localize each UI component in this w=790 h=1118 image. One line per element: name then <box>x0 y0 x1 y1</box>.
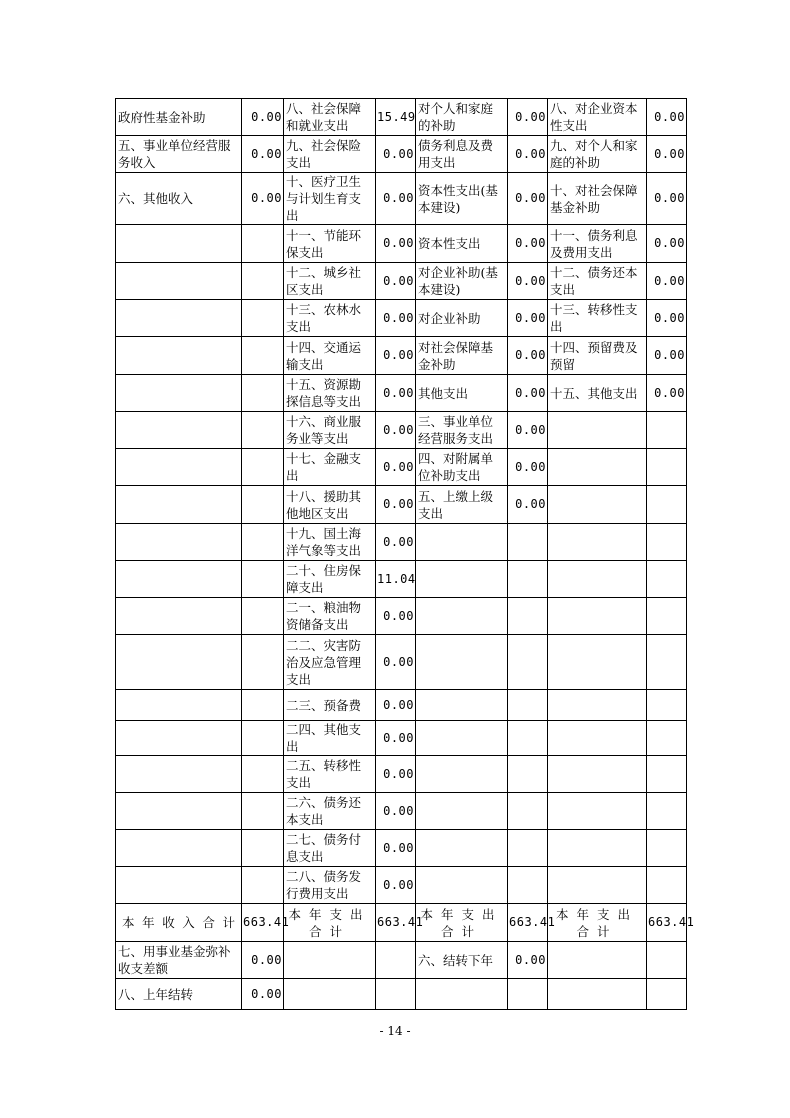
empty-cell <box>508 979 548 1010</box>
empty-cell <box>416 756 508 793</box>
empty-cell <box>416 690 508 721</box>
amount-cell: 0.00 <box>376 375 416 412</box>
budget-table <box>115 98 695 1010</box>
empty-cell <box>116 756 242 793</box>
amount-cell: 0.00 <box>647 300 687 337</box>
empty-cell <box>116 375 242 412</box>
empty-cell <box>416 830 508 867</box>
empty-cell <box>116 225 242 263</box>
empty-cell <box>416 793 508 830</box>
item-label-cell: 资本性支出 <box>416 225 508 263</box>
item-label-cell: 十二、城乡社区支出 <box>284 263 376 300</box>
table-row <box>116 337 687 375</box>
amount-cell: 0.00 <box>376 690 416 721</box>
item-label-cell: 十五、其他支出 <box>548 375 647 412</box>
amount-cell: 0.00 <box>376 867 416 904</box>
amount-cell: 0.00 <box>647 136 687 173</box>
table-row <box>116 375 687 412</box>
empty-cell <box>116 524 242 561</box>
amount-cell: 0.00 <box>508 173 548 225</box>
empty-cell <box>242 690 284 721</box>
amount-cell: 0.00 <box>647 337 687 375</box>
table-row <box>116 225 687 263</box>
amount-cell: 0.00 <box>376 263 416 300</box>
empty-cell <box>647 721 687 756</box>
item-label-cell: 四、对附属单位补助支出 <box>416 449 508 486</box>
amount-cell: 0.00 <box>242 942 284 979</box>
total-label-cell: 本年支出合计 <box>548 904 647 942</box>
empty-cell <box>548 561 647 598</box>
item-label-cell: 九、对个人和家庭的补助 <box>548 136 647 173</box>
empty-cell <box>548 830 647 867</box>
item-label-cell: 八、上年结转 <box>116 979 242 1010</box>
empty-cell <box>647 979 687 1010</box>
empty-cell <box>416 561 508 598</box>
amount-cell: 0.00 <box>508 486 548 524</box>
amount-cell: 0.00 <box>508 300 548 337</box>
amount-cell: 15.49 <box>376 99 416 136</box>
amount-cell: 0.00 <box>647 99 687 136</box>
item-label-cell: 十三、农林水支出 <box>284 300 376 337</box>
empty-cell <box>242 830 284 867</box>
item-label-cell: 十六、商业服务业等支出 <box>284 412 376 449</box>
empty-cell <box>508 598 548 635</box>
total-label-cell: 本年支出合计 <box>416 904 508 942</box>
empty-cell <box>242 524 284 561</box>
empty-cell <box>116 449 242 486</box>
item-label-cell: 二二、灾害防治及应急管理支出 <box>284 635 376 690</box>
table-row <box>116 99 687 136</box>
amount-cell: 0.00 <box>508 942 548 979</box>
item-label-cell: 对社会保障基金补助 <box>416 337 508 375</box>
amount-cell: 0.00 <box>376 598 416 635</box>
table-row <box>116 942 687 979</box>
amount-cell: 0.00 <box>376 300 416 337</box>
empty-cell <box>116 300 242 337</box>
empty-cell <box>508 524 548 561</box>
empty-cell <box>548 690 647 721</box>
item-label-cell: 九、社会保险支出 <box>284 136 376 173</box>
table-row <box>116 486 687 524</box>
amount-cell: 0.00 <box>647 173 687 225</box>
empty-cell <box>242 486 284 524</box>
empty-cell <box>548 486 647 524</box>
empty-cell <box>647 690 687 721</box>
amount-cell: 0.00 <box>376 136 416 173</box>
amount-cell: 0.00 <box>376 524 416 561</box>
empty-cell <box>548 793 647 830</box>
table-row <box>116 793 687 830</box>
empty-cell <box>548 524 647 561</box>
empty-cell <box>647 867 687 904</box>
item-label-cell: 二七、债务付息支出 <box>284 830 376 867</box>
table-row <box>116 721 687 756</box>
item-label-cell: 十、医疗卫生与计划生育支出 <box>284 173 376 225</box>
table-row <box>116 979 687 1010</box>
empty-cell <box>508 867 548 904</box>
amount-cell: 0.00 <box>376 412 416 449</box>
amount-cell: 0.00 <box>508 337 548 375</box>
table-row <box>116 830 687 867</box>
item-label-cell: 十二、债务还本支出 <box>548 263 647 300</box>
table-row <box>116 136 687 173</box>
item-label-cell: 七、用事业基金弥补收支差额 <box>116 942 242 979</box>
amount-cell: 0.00 <box>376 449 416 486</box>
empty-cell <box>416 867 508 904</box>
amount-cell: 0.00 <box>508 412 548 449</box>
table-row <box>116 598 687 635</box>
empty-cell <box>416 598 508 635</box>
amount-cell: 0.00 <box>376 486 416 524</box>
item-label-cell: 二八、债务发行费用支出 <box>284 867 376 904</box>
empty-cell <box>242 721 284 756</box>
empty-cell <box>242 412 284 449</box>
empty-cell <box>647 793 687 830</box>
empty-cell <box>242 337 284 375</box>
empty-cell <box>376 979 416 1010</box>
empty-cell <box>508 561 548 598</box>
table-row <box>116 300 687 337</box>
table-row <box>116 263 687 300</box>
empty-cell <box>647 486 687 524</box>
item-label-cell: 十三、转移性支出 <box>548 300 647 337</box>
empty-cell <box>242 561 284 598</box>
item-label-cell: 五、事业单位经营服务收入 <box>116 136 242 173</box>
item-label-cell: 二五、转移性支出 <box>284 756 376 793</box>
amount-cell: 0.00 <box>376 635 416 690</box>
amount-cell: 0.00 <box>508 449 548 486</box>
amount-cell: 0.00 <box>242 99 284 136</box>
empty-cell <box>508 756 548 793</box>
empty-cell <box>548 942 647 979</box>
empty-cell <box>116 690 242 721</box>
amount-cell: 0.00 <box>508 375 548 412</box>
empty-cell <box>284 942 376 979</box>
item-label-cell: 二一、粮油物资储备支出 <box>284 598 376 635</box>
item-label-cell: 十四、预留费及预留 <box>548 337 647 375</box>
amount-cell: 0.00 <box>376 225 416 263</box>
empty-cell <box>116 561 242 598</box>
empty-cell <box>508 635 548 690</box>
item-label-cell: 十八、援助其他地区支出 <box>284 486 376 524</box>
table-row <box>116 412 687 449</box>
empty-cell <box>508 721 548 756</box>
amount-cell: 663.41 <box>242 904 284 942</box>
page-number: - 14 - <box>379 1024 411 1038</box>
table-row <box>116 173 687 225</box>
amount-cell: 0.00 <box>376 756 416 793</box>
amount-cell: 663.41 <box>376 904 416 942</box>
empty-cell <box>116 598 242 635</box>
total-label-cell: 本年支出合计 <box>284 904 376 942</box>
item-label-cell: 二十、住房保障支出 <box>284 561 376 598</box>
empty-cell <box>242 635 284 690</box>
amount-cell: 0.00 <box>647 375 687 412</box>
item-label-cell: 二六、债务还本支出 <box>284 793 376 830</box>
table-row <box>116 867 687 904</box>
item-label-cell: 三、事业单位经营服务支出 <box>416 412 508 449</box>
empty-cell <box>416 721 508 756</box>
amount-cell: 0.00 <box>376 721 416 756</box>
item-label-cell: 资本性支出(基本建设) <box>416 173 508 225</box>
empty-cell <box>242 756 284 793</box>
amount-cell: 0.00 <box>647 225 687 263</box>
table-row <box>116 635 687 690</box>
empty-cell <box>242 598 284 635</box>
empty-cell <box>116 867 242 904</box>
amount-cell: 0.00 <box>508 136 548 173</box>
item-label-cell: 八、社会保障和就业支出 <box>284 99 376 136</box>
empty-cell <box>548 721 647 756</box>
table-row <box>116 756 687 793</box>
empty-cell <box>647 830 687 867</box>
item-label-cell: 其他支出 <box>416 375 508 412</box>
empty-cell <box>376 942 416 979</box>
item-label-cell: 十一、债务利息及费用支出 <box>548 225 647 263</box>
empty-cell <box>647 524 687 561</box>
empty-cell <box>548 598 647 635</box>
amount-cell: 0.00 <box>242 173 284 225</box>
empty-cell <box>416 635 508 690</box>
item-label-cell: 十四、交通运输支出 <box>284 337 376 375</box>
empty-cell <box>116 721 242 756</box>
table-row <box>116 690 687 721</box>
amount-cell: 0.00 <box>376 337 416 375</box>
empty-cell <box>548 979 647 1010</box>
table-row <box>116 561 687 598</box>
empty-cell <box>508 830 548 867</box>
item-label-cell: 五、上缴上级支出 <box>416 486 508 524</box>
table-row <box>116 524 687 561</box>
item-label-cell: 对企业补助 <box>416 300 508 337</box>
empty-cell <box>548 412 647 449</box>
empty-cell <box>647 942 687 979</box>
empty-cell <box>242 375 284 412</box>
empty-cell <box>647 635 687 690</box>
amount-cell: 0.00 <box>508 263 548 300</box>
empty-cell <box>116 635 242 690</box>
item-label-cell: 对个人和家庭的补助 <box>416 99 508 136</box>
empty-cell <box>284 979 376 1010</box>
empty-cell <box>647 449 687 486</box>
total-label-cell: 本年收入合计 <box>116 904 242 942</box>
empty-cell <box>508 793 548 830</box>
empty-cell <box>242 449 284 486</box>
empty-cell <box>508 690 548 721</box>
empty-cell <box>548 756 647 793</box>
item-label-cell: 十、对社会保障基金补助 <box>548 173 647 225</box>
amount-cell: 0.00 <box>376 830 416 867</box>
amount-cell: 0.00 <box>508 225 548 263</box>
empty-cell <box>116 830 242 867</box>
item-label-cell: 六、其他收入 <box>116 173 242 225</box>
item-label-cell: 政府性基金补助 <box>116 99 242 136</box>
empty-cell <box>242 225 284 263</box>
amount-cell: 0.00 <box>242 136 284 173</box>
empty-cell <box>416 524 508 561</box>
table-row <box>116 449 687 486</box>
empty-cell <box>116 793 242 830</box>
amount-cell: 0.00 <box>376 793 416 830</box>
item-label-cell: 二三、预备费 <box>284 690 376 721</box>
item-label-cell: 对企业补助(基本建设) <box>416 263 508 300</box>
item-label-cell: 十一、节能环保支出 <box>284 225 376 263</box>
empty-cell <box>548 449 647 486</box>
item-label-cell: 八、对企业资本性支出 <box>548 99 647 136</box>
empty-cell <box>548 635 647 690</box>
amount-cell: 0.00 <box>647 263 687 300</box>
empty-cell <box>416 979 508 1010</box>
amount-cell: 663.41 <box>508 904 548 942</box>
empty-cell <box>647 598 687 635</box>
empty-cell <box>242 300 284 337</box>
item-label-cell: 二四、其他支出 <box>284 721 376 756</box>
table-body <box>116 99 695 1010</box>
amount-cell: 663.41 <box>647 904 687 942</box>
amount-cell: 11.04 <box>376 561 416 598</box>
empty-cell <box>647 561 687 598</box>
empty-cell <box>242 793 284 830</box>
item-label-cell: 十七、金融支出 <box>284 449 376 486</box>
amount-cell: 0.00 <box>376 173 416 225</box>
item-label-cell: 债务利息及费用支出 <box>416 136 508 173</box>
item-label-cell: 十九、国土海洋气象等支出 <box>284 524 376 561</box>
empty-cell <box>116 412 242 449</box>
empty-cell <box>647 412 687 449</box>
empty-cell <box>116 337 242 375</box>
empty-cell <box>242 867 284 904</box>
item-label-cell: 十五、资源勘探信息等支出 <box>284 375 376 412</box>
empty-cell <box>548 867 647 904</box>
empty-cell <box>116 263 242 300</box>
empty-cell <box>647 756 687 793</box>
table-row <box>116 904 687 942</box>
empty-cell <box>242 263 284 300</box>
item-label-cell: 六、结转下年 <box>416 942 508 979</box>
amount-cell: 0.00 <box>508 99 548 136</box>
empty-cell <box>116 486 242 524</box>
amount-cell: 0.00 <box>242 979 284 1010</box>
